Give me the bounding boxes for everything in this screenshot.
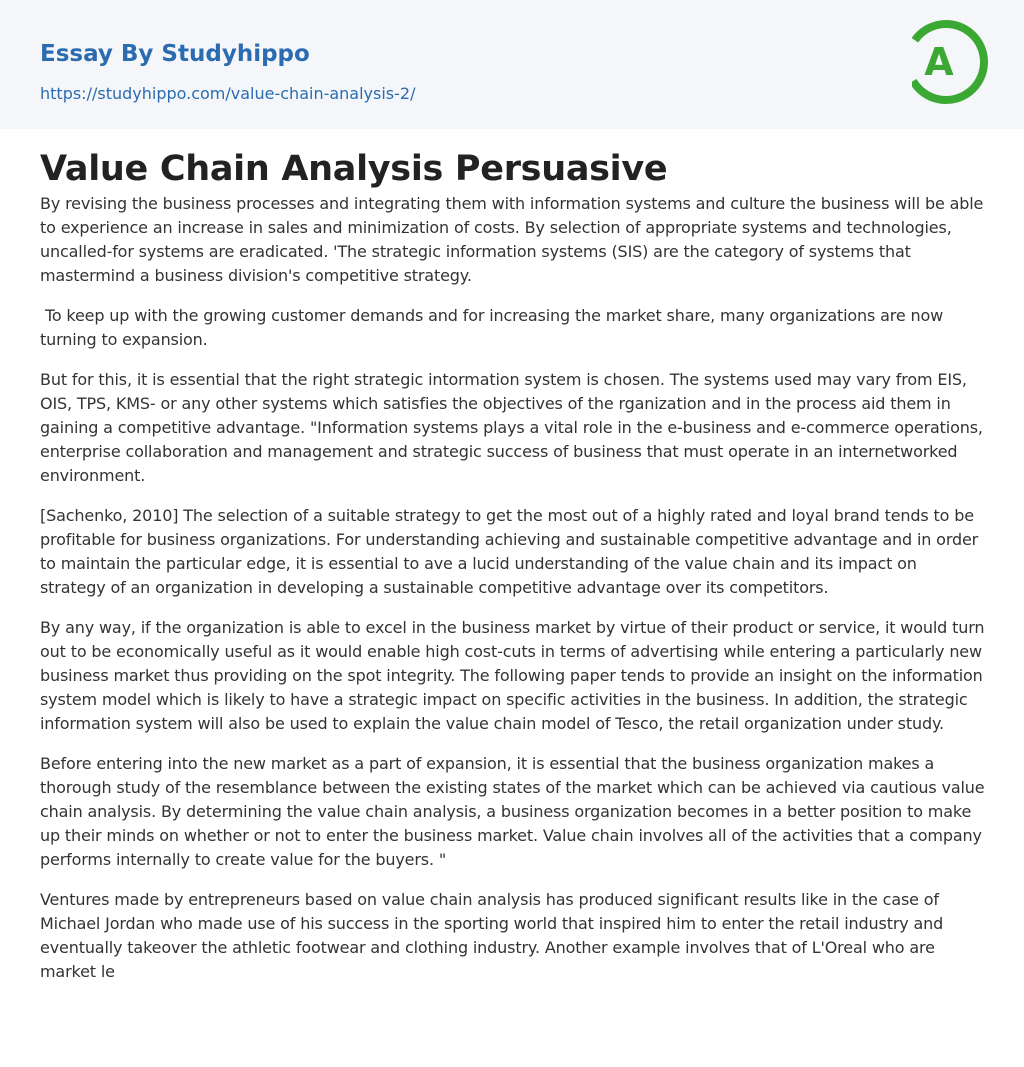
- article-paragraph: But for this, it is essential that the right strategic intormation system is chosen. The systems used may vary from EIS, OIS, TPS, KMS- or any other systems which satisfies the objectives of the rganization and in the process aid them in gaining a competitive advantage. "Information systems plays a vital role in the e-business and e-commerce operations, enterprise collaboration and management and strategic success of business that must operate in an internetworked environment.: [40, 370, 988, 485]
- page-header: [0, 0, 1024, 129]
- studyhippo-logo-icon: [912, 18, 988, 106]
- article-paragraph: To keep up with the growing customer demands and for increasing the market share, many organizations are now turning to expansion.: [40, 306, 949, 349]
- article-paragraph: By any way, if the organization is able to excel in the business market by virtue of their product or service, it would turn out to be economically useful as it would enable high cost-cuts in terms of advertising while entering a particularly new business market thus providing on the spot integrity. The following paper tends to provide an insight on the information system model which is likely to have a strategic impact on specific activities in the business. In addition, the strategic information system will also be used to explain the value chain model of Tesco, the retail organization under study.: [40, 618, 990, 733]
- logo-letter: A: [924, 40, 954, 84]
- article-body: [40, 129, 990, 1000]
- article-paragraph: By revising the business processes and integrating them with information systems and culture the business will be able to experience an increase in sales and minimization of costs. By selection of appropriate systems and technologies, uncalled-for systems are eradicated. 'The strategic information systems (SIS) are the category of systems that mastermind a business division's competitive strategy.: [40, 194, 989, 285]
- article-title: Value Chain Analysis Persuasive: [40, 149, 668, 189]
- article-paragraph: [Sachenko, 2010] The selection of a suitable strategy to get the most out of a highly rated and loyal brand tends to be profitable for business organizations. For understanding achieving and sustainable competitive advantage and in order to maintain the particular edge, it is essential to ave a lucid understanding of the value chain and its impact on strategy of an organization in developing a sustainable competitive advantage over its competitors.: [40, 506, 984, 597]
- article-paragraph: Before entering into the new market as a part of expansion, it is essential that the business organization makes a thorough study of the resemblance between the existing states of the market which can be achieved via cautious value chain analysis. By determining the value chain analysis, a business organization becomes in a better position to make up their minds on whether or not to enter the business market. Value chain involves all of the activities that a company performs internally to create value for the buyers. ": [40, 754, 990, 869]
- article-paragraph: Ventures made by entrepreneurs based on value chain analysis has produced significant results like in the case of Michael Jordan who made use of his success in the sporting world that inspired him to enter the retail industry and eventually takeover the athletic footwear and clothing industry. Another example involves that of L'Oreal who are market le: [40, 890, 949, 981]
- brand-title: Essay By Studyhippo: [40, 41, 310, 67]
- source-url-link[interactable]: https://studyhippo.com/value-chain-analysis-2/: [40, 84, 416, 103]
